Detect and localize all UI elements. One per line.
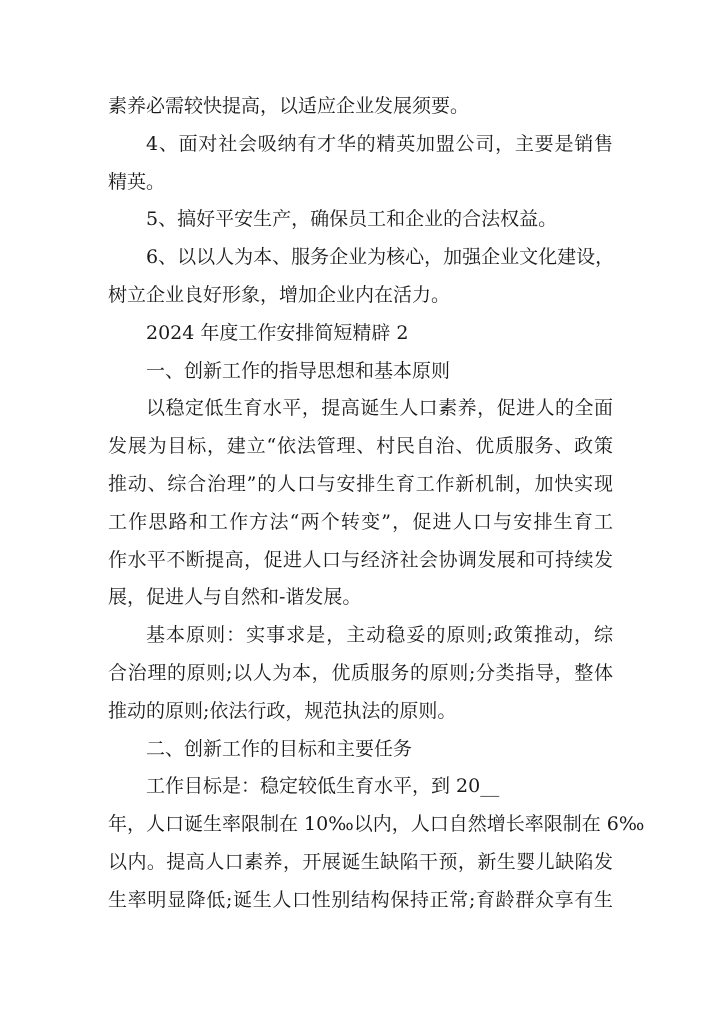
text-line-19: 工作目标是：稳定较低生育水平，到 20__: [146, 775, 500, 798]
text-line-1: 素养必需较快提高，以适应企业发展须要。: [108, 95, 470, 117]
text-line-12: 工作思路和工作方法“两个转变”，促进人口与安排生育工: [108, 510, 613, 533]
subheading-goals-tasks: 二、创新工作的目标和主要任务: [146, 737, 413, 760]
text-line-15: 基本原则：实事求是，主动稳妥的原则;政策推动，综: [146, 624, 613, 647]
text-line-6: 树立企业良好形象，增加企业内在活力。: [108, 283, 451, 306]
subheading-guiding-principles: 一、创新工作的指导思想和基本原则: [146, 359, 451, 382]
text-line-11: 推动、综合治理”的人口与安排生育工作新机制，加快实现: [108, 472, 613, 495]
text-line-2: 4、面对社会吸纳有才华的精英加盟公司，主要是销售: [146, 132, 613, 155]
text-line-17: 推动的原则;依法行政，规范执法的原则。: [108, 699, 457, 722]
text-line-13: 作水平不断提高，促进人口与经济社会协调发展和可持续发: [108, 548, 613, 571]
section-heading-2024: 2024 年度工作安排简短精辟 2: [146, 321, 409, 344]
text-line-14: 展，促进人与自然和-谐发展。: [108, 586, 362, 609]
text-line-16: 合治理的原则;以人为本，优质服务的原则;分类指导，整体: [108, 661, 613, 684]
text-line-22: 生率明显降低;诞生人口性别结构保持正常;育龄群众享有生: [108, 888, 613, 911]
text-line-10: 发展为目标，建立“依法管理、村民自治、优质服务、政策: [108, 435, 613, 458]
text-line-3: 精英。: [108, 170, 166, 193]
text-line-20: 年，人口诞生率限制在 10‰以内，人口自然增长率限制在 6‰: [108, 813, 645, 836]
text-line-4: 5、搞好平安生产，确保员工和企业的合法权益。: [146, 208, 558, 231]
text-line-9: 以稳定低生育水平，提高诞生人口素养，促进人的全面: [146, 397, 613, 420]
text-line-5: 6、以以人为本、服务企业为核心，加强企业文化建设，: [146, 246, 615, 269]
text-line-21: 以内。提高人口素养，开展诞生缺陷干预，新生婴儿缺陷发: [108, 850, 613, 873]
document-page: [108, 88, 645, 920]
